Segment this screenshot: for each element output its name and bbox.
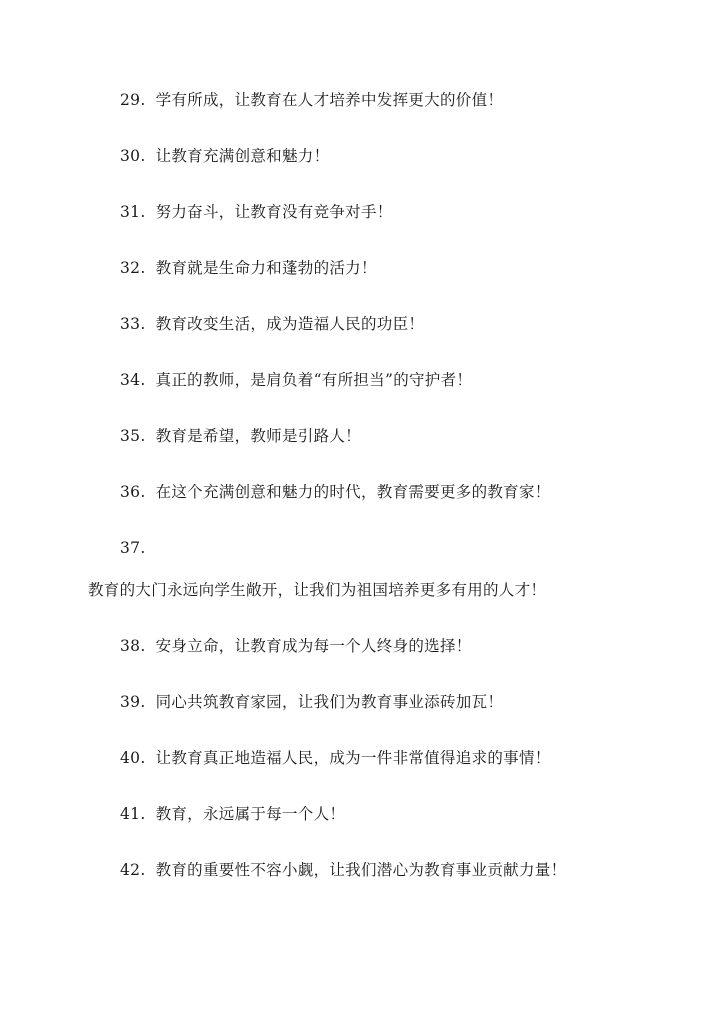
item-number: 35. xyxy=(120,427,146,445)
item-text: 教育，永远属于每一个人！ xyxy=(155,805,346,823)
item-number: 33. xyxy=(120,315,146,333)
item-number: 29. xyxy=(120,91,146,109)
list-item-wrapped-text xyxy=(88,580,546,600)
item-text: 教育就是生命力和蓬勃的活力！ xyxy=(155,259,377,277)
list-item xyxy=(120,370,472,390)
list-item xyxy=(120,804,345,824)
item-number: 39. xyxy=(120,693,146,711)
list-item xyxy=(120,692,503,712)
item-number: 40. xyxy=(120,749,146,767)
item-text: 在这个充满创意和魅力的时代，教育需要更多的教育家！ xyxy=(155,483,551,501)
item-text: 同心共筑教育家园，让我们为教育事业添砖加瓦！ xyxy=(155,693,504,711)
list-item xyxy=(120,482,551,502)
item-text: 教育的重要性不容小觑，让我们潜心为教育事业贡献力量！ xyxy=(155,861,567,879)
item-text: 安身立命，让教育成为每一个人终身的选择！ xyxy=(155,637,472,655)
item-number: 37. xyxy=(120,539,146,557)
list-item xyxy=(120,258,377,278)
list-item xyxy=(120,860,566,880)
item-text: 让教育充满创意和魅力！ xyxy=(155,147,330,165)
list-item xyxy=(120,202,393,222)
item-number: 41. xyxy=(120,805,146,823)
item-number: 36. xyxy=(120,483,146,501)
item-number: 30. xyxy=(120,147,146,165)
item-number: 32. xyxy=(120,259,146,277)
list-item-number-only xyxy=(120,538,156,558)
item-number: 31. xyxy=(120,203,146,221)
item-text: 教育改变生活，成为造福人民的功臣！ xyxy=(155,315,425,333)
list-item xyxy=(120,146,329,166)
list-item xyxy=(120,314,424,334)
list-item xyxy=(120,90,503,110)
list-item xyxy=(120,748,551,768)
list-item xyxy=(120,636,472,656)
item-number: 38. xyxy=(120,637,146,655)
item-text: 真正的教师，是肩负着“有所担当”的守护者！ xyxy=(155,371,473,389)
item-text: 让教育真正地造福人民，成为一件非常值得追求的事情！ xyxy=(155,749,551,767)
item-text: 教育是希望，教师是引路人！ xyxy=(155,427,361,445)
item-text: 努力奋斗，让教育没有竞争对手！ xyxy=(155,203,393,221)
list-item xyxy=(120,426,361,446)
item-text: 学有所成，让教育在人才培养中发挥更大的价值！ xyxy=(155,91,504,109)
item-number: 34. xyxy=(120,371,146,389)
item-number: 42. xyxy=(120,861,146,879)
item-text: 教育的大门永远向学生敞开，让我们为祖国培养更多有用的人才！ xyxy=(88,581,547,599)
